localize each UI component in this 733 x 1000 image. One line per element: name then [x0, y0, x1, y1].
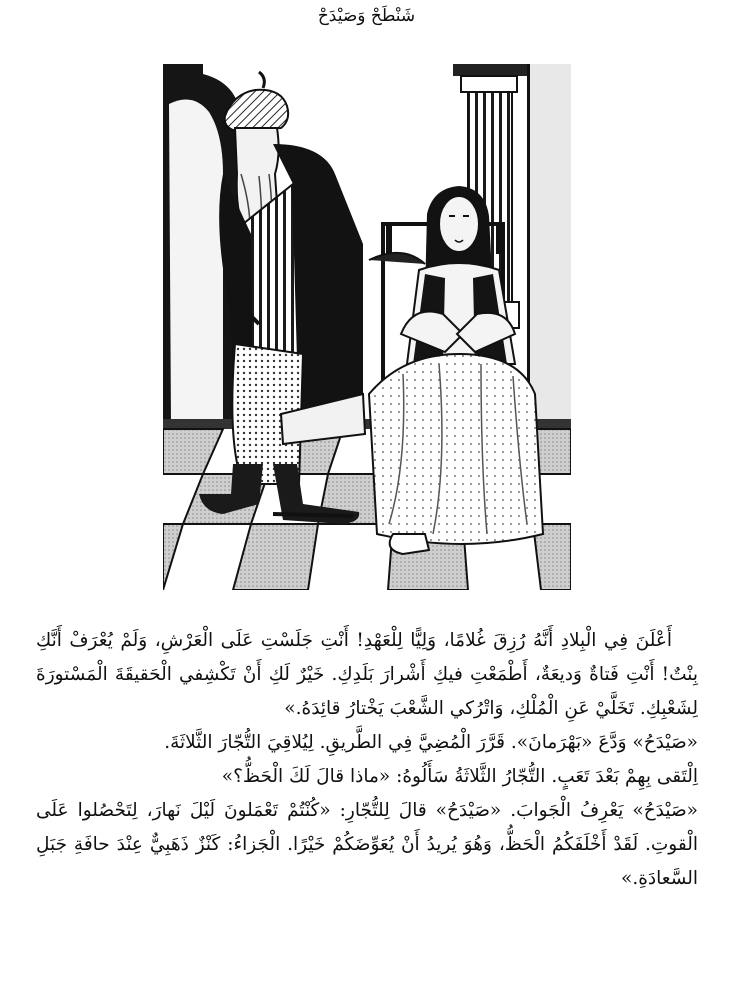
story-paragraph: «صَيْدَحُ» وَدَّعَ «بَهْرَمانَ». قَرَّرَ الْمُضِيَّ فِي الطَّريقِ. لِيُلاقِيَ التُّجّارَ الثَّلاثَةَ. [164, 732, 698, 753]
story-paragraph: اِلْتَقى بِهِمْ بَعْدَ تَعَبٍ. التُّجّارُ الثَّلاثَةُ سَأَلُوهُ: «ماذا قالَ لَكَ الْحَظُّ؟» [221, 766, 698, 787]
page-title: شَنْطَحْ وَصَيْدَحْ [317, 6, 416, 26]
story-illustration [163, 64, 571, 590]
story-text [36, 624, 698, 896]
story-paragraph: أَعْلَنَ فِي الْبِلادِ أَنَّهُ رُزِقَ غُلامًا، وَلِيًّا لِلْعَهْدِ! أَنْتِ جَلَسْتِ عَلَى الْعَرْشِ، وَلَمْ يُعْرَفْ أَنَّكِ بِنْتٌ! أَنْتِ فَتاةٌ وَديعَةٌ، أَطْمَعْتِ فيكِ أَشْرارَ بَلَدِكِ. خَيْرٌ لَكِ أَنْ تَكْشِفي الْحَقيقَةَ الْمَسْتورَةَ لِشَعْبِكِ. تَخَلَّيْ عَنِ الْمُلْكِ، وَاتْرُكي الشَّعْبَ يَخْتارُ قائِدَهُ.» [36, 630, 698, 719]
story-paragraph: «صَيْدَحُ» يَعْرِفُ الْجَوابَ. «صَيْدَحُ» قالَ لِلتُّجّارِ: «كُنْتُمْ تَعْمَلونَ لَيْلَ نَهارَ، لِتَحْصُلوا عَلَى الْقوتِ. لَقَدْ أَخْلَفَكُمُ الْحَظُّ، وَهُوَ يُريدُ أَنْ يُعَوِّضَكُمْ خَيْرًا. الْجَزاءُ: كَنْزٌ ذَهَبِيٌّ عِنْدَ حافَةِ جَبَلِ السَّعادَةِ.» [36, 800, 698, 889]
